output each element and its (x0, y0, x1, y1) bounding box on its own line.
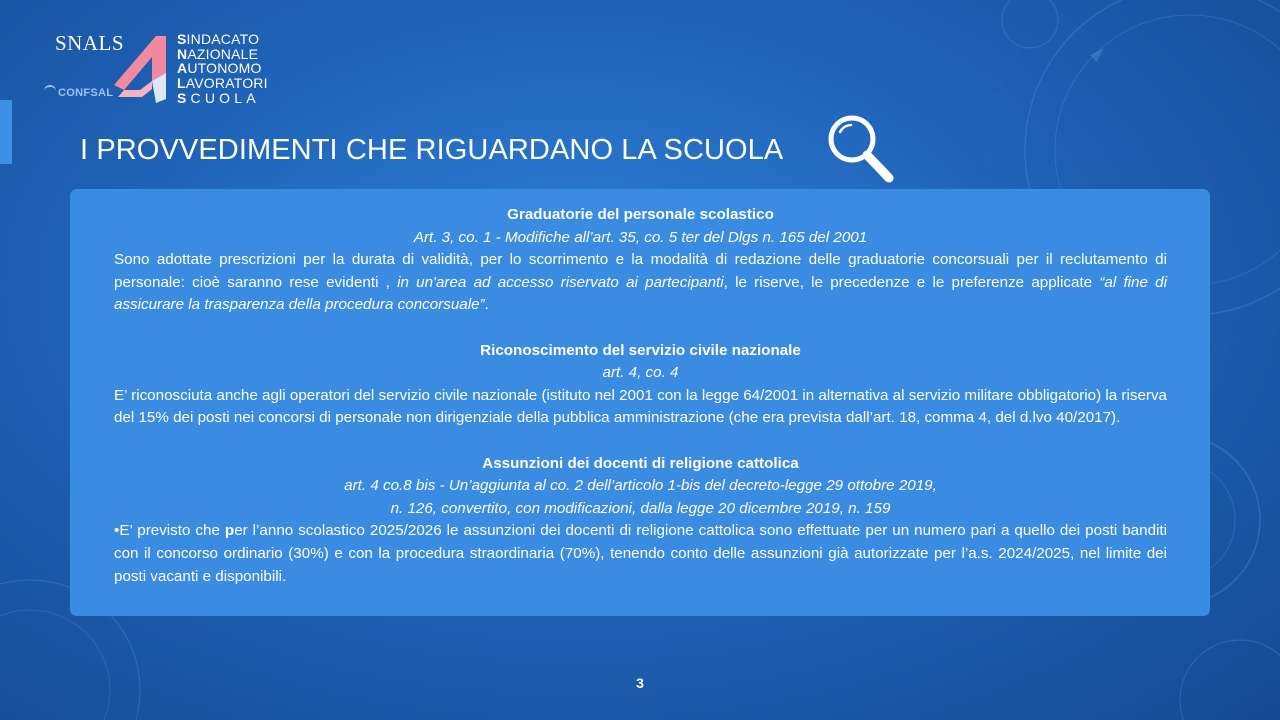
section-subtitle: n. 126, convertito, con modificazioni, dalla legge 20 dicembre 2019, n. 159 (390, 499, 891, 517)
section-title: Riconoscimento del servizio civile nazionale (480, 341, 801, 359)
section-spacer (114, 317, 1167, 340)
logo-line: NAZIONALE (177, 45, 259, 62)
section-body: E’ riconosciuta anche agli operatori del servizio civile nazionale (istituto nel 2001 con la legge 64/2001 in alternativa al servizio militare obbligatorio) la riserva del 15% dei posti nei concorsi di personale non dirigenziale della pubblica amministrazione (che era prevista dall’art. 18, comma 4, del d.lvo 40/2017). (114, 386, 1168, 427)
section-subtitle: art. 4 co.8 bis - Un’aggiunta al co. 2 dell’articolo 1-bis del decreto-legge 29 ottobre 2019, (344, 477, 937, 495)
section-title: Assunzioni dei docenti di religione cattolica (482, 454, 799, 472)
confsal-label: CONFSAL (58, 87, 114, 99)
logo-line: SCUOLA (177, 89, 260, 106)
section-subtitle: Art. 3, co. 1 - Modifiche all’art. 35, co. 5 ter del Dlgs n. 165 del 2001 (413, 228, 868, 246)
logo-brand: SNALS (55, 31, 125, 55)
section-spacer (114, 430, 1167, 453)
logo-line: AUTONOMO (177, 60, 262, 77)
page-title: I PROVVEDIMENTI CHE RIGUARDANO LA SCUOLA (80, 134, 784, 166)
confsal-arc-icon (44, 85, 56, 95)
logo-line: SINDACATO (177, 31, 260, 47)
left-accent-bar (0, 100, 12, 164)
page-number: 3 (636, 675, 644, 691)
snals-logo-mark (112, 33, 174, 103)
section-body: •E’ previsto che per l’anno scolastico 2025/2026 le assunzioni dei docenti di religione cattolica sono effettuate per un numero pari a quello dei posti banditi con il concorso ordinario (30%) e con la procedura straordinaria (70%), tenendo conto delle assunzioni già autorizzate per l’a.s. 2024/2025, nel limite dei posti vacanti e disponibili. (114, 522, 1167, 585)
logo-words (177, 32, 268, 106)
search-icon (823, 112, 897, 186)
content-box (70, 189, 1210, 616)
section-title: Graduatorie del personale scolastico (507, 206, 774, 223)
confsal-logo (44, 85, 113, 99)
logo-line: LAVORATORI (177, 75, 268, 92)
section-body: Sono adottate prescrizioni per la durata di validità, per lo scorrimento e la modalità di redazione delle graduatorie concorsuali per il reclutamento di personale: cioè saranno rese evidenti , in un'area ad accesso riservato ai partecipanti, le riserve, le precedenze e le preferenze applicate “al fine di assicurare la trasparenza della procedura concorsuale”. (114, 251, 1167, 314)
section-subtitle: art. 4, co. 4 (602, 364, 679, 382)
